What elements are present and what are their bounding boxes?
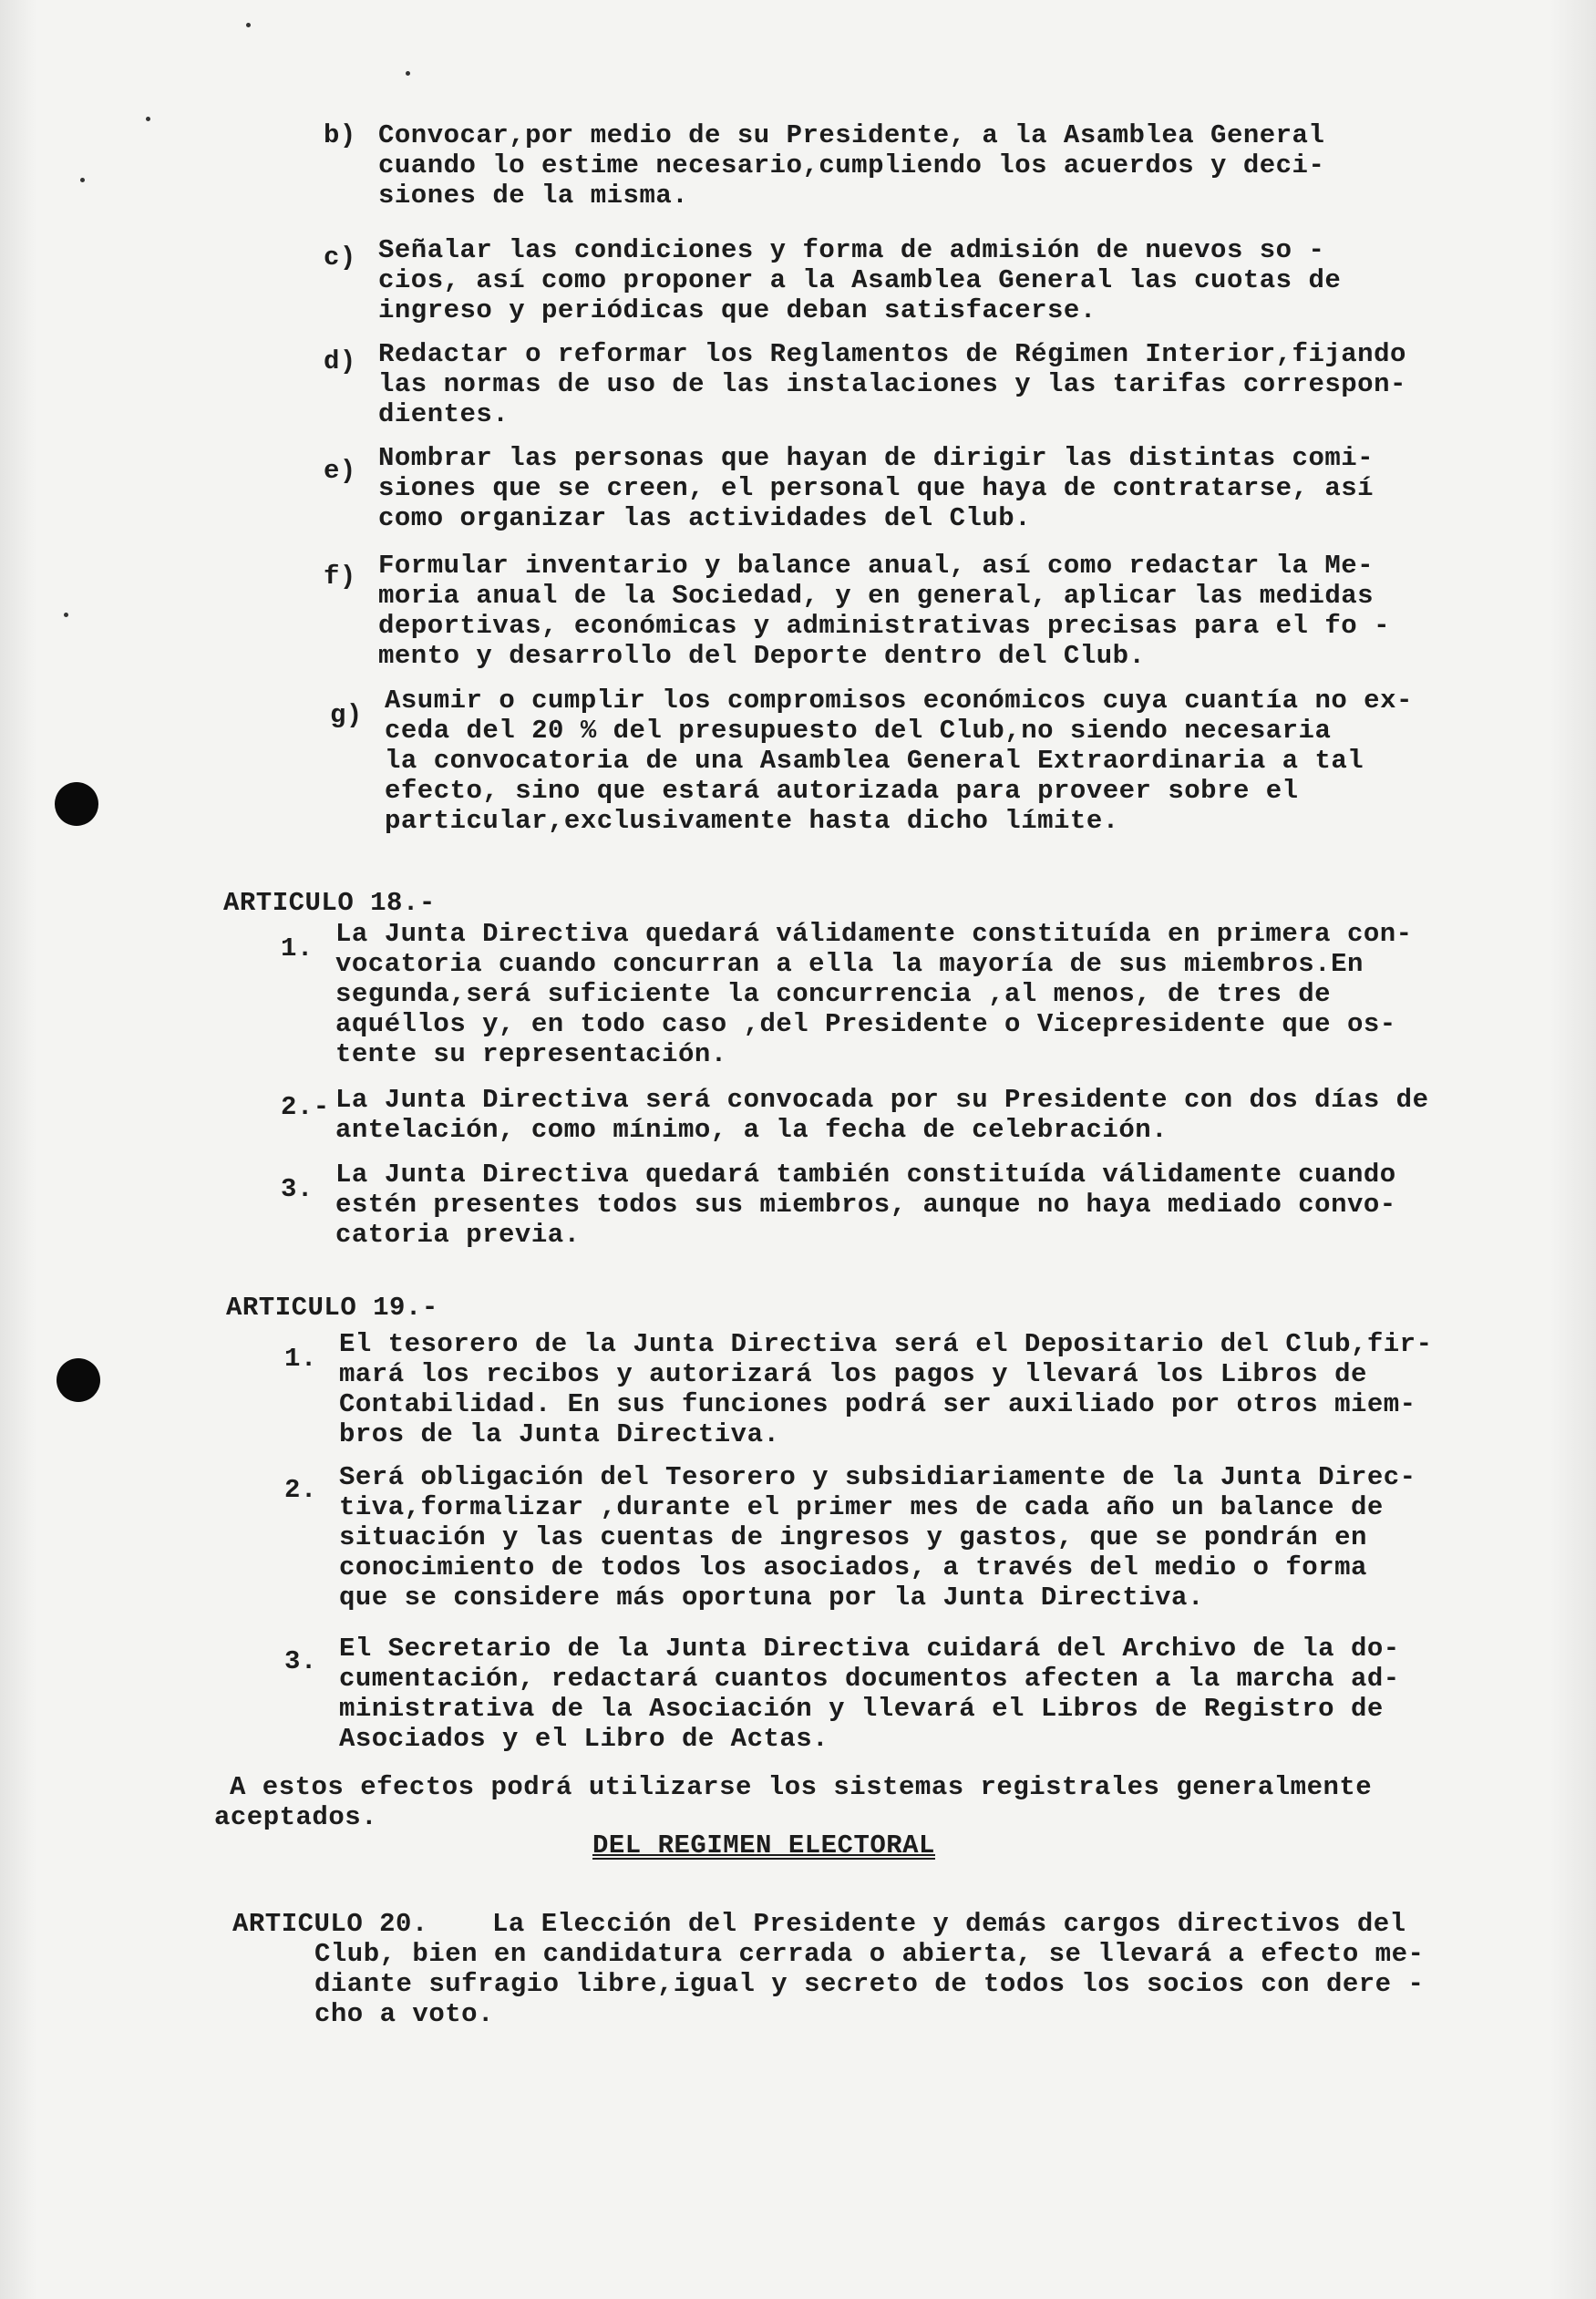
item-text-line: El Secretario de la Junta Directiva cuidará del Archivo de la do- — [339, 1634, 1400, 1664]
item-text-line: como organizar las actividades del Club. — [378, 503, 1032, 533]
article-20-heading: ARTICULO 20. — [232, 1909, 428, 1939]
item-text-line: mará los recibos y autorizará los pagos y llevará los Libros de — [339, 1359, 1367, 1389]
item-text-line: segunda,será suficiente la concurrencia ,al menos, de tres de — [335, 979, 1332, 1009]
article-text-line: La Elección del Presidente y demás cargos directivos del — [492, 1909, 1406, 1939]
item-text-line: ceda del 20 % del presupuesto del Club,no siendo necesaria — [385, 716, 1332, 746]
item-text-line: las normas de uso de las instalaciones y las tarifas correspon- — [378, 369, 1406, 399]
item-text-line: deportivas, económicas y administrativas precisas para el fo - — [378, 611, 1390, 641]
item-label: 2. — [284, 1475, 317, 1505]
closing-text-line: A estos efectos podrá utilizarse los sistemas registrales generalmente — [230, 1772, 1373, 1802]
item-text-line: la convocatoria de una Asamblea General Extraordinaria a tal — [385, 746, 1364, 776]
item-text-line: Nombrar las personas que hayan de dirigir las distintas comi- — [378, 443, 1375, 473]
item-text-line: Redactar o reformar los Reglamentos de Régimen Interior,fijando — [378, 339, 1406, 369]
item-text-line: mento y desarrollo del Deporte dentro del Club. — [378, 641, 1146, 671]
paper-speck — [146, 117, 150, 121]
paper-speck — [64, 613, 68, 617]
binder-hole-bottom — [57, 1358, 100, 1402]
section-title: DEL REGIMEN ELECTORAL — [592, 1830, 935, 1861]
item-text-line: cumentación, redactará cuantos documentos afecten a la marcha ad- — [339, 1664, 1400, 1694]
item-text-line: La Junta Directiva quedará también constituída válidamente cuando — [335, 1160, 1396, 1190]
item-text-line: Formular inventario y balance anual, así como redactar la Me- — [378, 551, 1375, 581]
article-text-line: Club, bien en candidatura cerrada o abierta, se llevará a efecto me- — [314, 1939, 1425, 1969]
item-text-line: antelación, como mínimo, a la fecha de celebración. — [335, 1115, 1169, 1145]
item-text-line: siones que se creen, el personal que haya de contratarse, así — [378, 473, 1375, 503]
item-text-line: situación y las cuentas de ingresos y gastos, que se pondrán en — [339, 1522, 1367, 1552]
item-text-line: El tesorero de la Junta Directiva será el Depositario del Club,fir- — [339, 1329, 1433, 1359]
item-text-line: cios, así como proponer a la Asamblea General las cuotas de — [378, 265, 1342, 295]
item-text-line: cuando lo estime necesario,cumpliendo los acuerdos y deci- — [378, 150, 1325, 180]
item-text-line: conocimiento de todos los asociados, a través del medio o forma — [339, 1552, 1367, 1582]
item-label: 3. — [284, 1646, 317, 1676]
closing-text-line: aceptados. — [214, 1802, 378, 1832]
item-text-line: efecto, sino que estará autorizada para proveer sobre el — [385, 776, 1299, 806]
item-text-line: tiva,formalizar ,durante el primer mes de cada año un balance de — [339, 1492, 1384, 1522]
item-text-line: Señalar las condiciones y forma de admisión de nuevos so - — [378, 235, 1325, 265]
item-label: 1. — [284, 1344, 317, 1374]
item-text-line: estén presentes todos sus miembros, aunque no haya mediado convo- — [335, 1190, 1396, 1220]
item-label: 1. — [281, 933, 314, 964]
item-label: 2.- — [281, 1092, 330, 1122]
paper-speck — [406, 71, 410, 76]
item-text-line: particular,exclusivamente hasta dicho límite. — [385, 806, 1119, 836]
item-label: d) — [324, 346, 356, 376]
item-text-line: Asociados y el Libro de Actas. — [339, 1724, 829, 1754]
item-label: f) — [324, 562, 356, 592]
item-text-line: ministrativa de la Asociación y llevará el Libros de Registro de — [339, 1694, 1384, 1724]
item-text-line: bros de la Junta Directiva. — [339, 1419, 780, 1449]
item-label: e) — [324, 456, 356, 486]
item-text-line: La Junta Directiva será convocada por su Presidente con dos días de — [335, 1085, 1429, 1115]
item-text-line: Será obligación del Tesorero y subsidiariamente de la Junta Direc- — [339, 1462, 1416, 1492]
item-text-line: Contabilidad. En sus funciones podrá ser auxiliado por otros miem- — [339, 1389, 1416, 1419]
item-text-line: aquéllos y, en todo caso ,del Presidente o Vicepresidente que os- — [335, 1009, 1396, 1039]
item-label: c) — [324, 242, 356, 273]
art19-closing — [214, 1772, 1372, 1832]
item-text-line: La Junta Directiva quedará válidamente constituída en primera con- — [335, 919, 1413, 949]
paper-speck — [80, 178, 85, 182]
item-text-line: siones de la misma. — [378, 180, 689, 211]
paper-speck — [246, 23, 251, 27]
item-label: g) — [330, 700, 363, 730]
article-text-line: diante sufragio libre,igual y secreto de todos los socios con dere - — [314, 1969, 1425, 1999]
item-text-line: moria anual de la Sociedad, y en general, aplicar las medidas — [378, 581, 1375, 611]
article-text-line: cho a voto. — [314, 1999, 494, 2029]
article-19-heading: ARTICULO 19.- — [226, 1293, 438, 1323]
item-text-line: tente su representación. — [335, 1039, 727, 1069]
item-text-line: catoria previa. — [335, 1220, 581, 1250]
item-text-line: vocatoria cuando concurran a ella la mayoría de sus miembros.En — [335, 949, 1364, 979]
item-text-line: que se considere más oportuna por la Junta Directiva. — [339, 1582, 1204, 1613]
item-text-line: ingreso y periódicas que deban satisfacerse. — [378, 295, 1097, 325]
item-label: 3. — [281, 1174, 314, 1204]
item-label: b) — [324, 120, 356, 150]
binder-hole-top — [55, 782, 98, 826]
article-18-heading: ARTICULO 18.- — [223, 888, 436, 918]
item-text-line: dientes. — [378, 399, 510, 429]
item-text-line: Convocar,por medio de su Presidente, a la Asamblea General — [378, 120, 1325, 150]
item-text-line: Asumir o cumplir los compromisos económicos cuya cuantía no ex- — [385, 686, 1413, 716]
